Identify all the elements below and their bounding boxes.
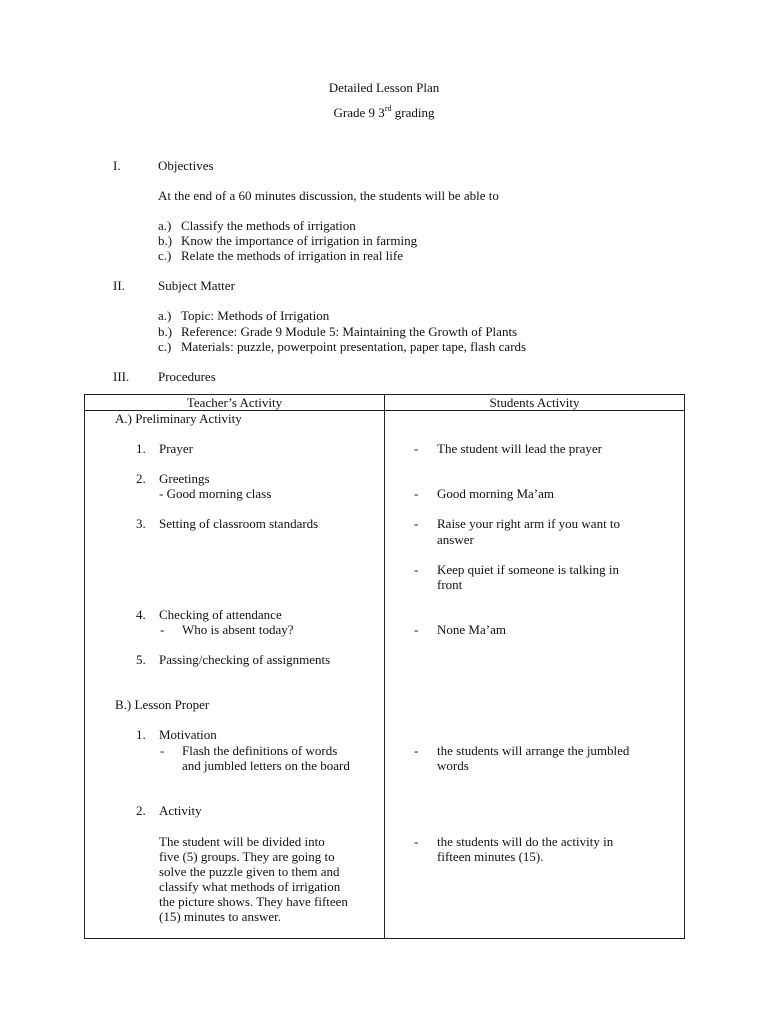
preliminary-activity-heading: A.) Preliminary Activity (115, 411, 242, 426)
student-response: Good morning Ma’am (437, 486, 554, 501)
activity-description-line: five (5) groups. They are going to (159, 849, 335, 864)
page-title: Detailed Lesson Plan (328, 80, 440, 95)
grade-line (0, 105, 768, 120)
bullet-dash: - (414, 834, 419, 849)
student-response: None Ma’am (437, 622, 506, 637)
teacher-step-number: 4. (136, 607, 146, 622)
grade-suffix: grading (391, 105, 435, 120)
student-response: Keep quiet if someone is talking in (437, 562, 619, 577)
activity-description-line: The student will be divided into (159, 834, 325, 849)
teacher-step: Prayer (159, 441, 193, 456)
teacher-step: Greetings (159, 471, 210, 486)
teacher-step-number: 5. (136, 652, 146, 667)
bullet-dash: - (414, 441, 419, 456)
table-column-divider (384, 395, 385, 938)
student-response: words (437, 758, 469, 773)
section-3-number: III. (113, 369, 130, 384)
teacher-substep: Who is absent today? (182, 622, 294, 637)
teacher-step-number: 3. (136, 516, 146, 531)
student-response: answer (437, 532, 474, 547)
teacher-step: Passing/checking of assignments (159, 652, 331, 667)
bullet-dash: - (160, 743, 165, 758)
subject-letter: b.) (158, 324, 173, 339)
procedures-table (84, 394, 685, 939)
teacher-step: Motivation (159, 727, 217, 742)
activity-description-line: (15) minutes to answer. (159, 909, 282, 924)
objective-item: Know the importance of irrigation in farming (181, 233, 418, 248)
objective-item: Relate the methods of irrigation in real life (181, 248, 404, 263)
objective-letter: a.) (158, 218, 172, 233)
bullet-dash: - (414, 622, 419, 637)
objectives-intro: At the end of a 60 minutes discussion, the students will be able to (158, 188, 499, 203)
activity-description-line: the picture shows. They have fifteen (159, 894, 348, 909)
teacher-step-number: 2. (136, 803, 146, 818)
student-response: the students will do the activity in (437, 834, 614, 849)
subject-letter: a.) (158, 308, 172, 323)
teacher-substep: - Good morning class (159, 486, 272, 501)
activity-description-line: solve the puzzle given to them and (159, 864, 340, 879)
section-3-title: Procedures (158, 369, 216, 384)
section-1-title: Objectives (158, 158, 214, 173)
bullet-dash: - (414, 486, 419, 501)
teacher-step-number: 1. (136, 441, 146, 456)
bullet-dash: - (414, 562, 419, 577)
bullet-dash: - (414, 516, 419, 531)
teacher-substep: Flash the definitions of words (182, 743, 338, 758)
activity-description-line: classify what methods of irrigation (159, 879, 341, 894)
objective-item: Classify the methods of irrigation (181, 218, 356, 233)
objective-letter: b.) (158, 233, 173, 248)
student-response: front (437, 577, 463, 592)
section-2-title: Subject Matter (158, 278, 235, 293)
section-1-number: I. (113, 158, 121, 173)
subject-item: Reference: Grade 9 Module 5: Maintaining the Growth of Plants (181, 324, 518, 339)
subject-letter: c.) (158, 339, 172, 354)
teacher-step: Setting of classroom standards (159, 516, 319, 531)
teacher-substep: and jumbled letters on the board (182, 758, 350, 773)
grade-text: Grade 9 3 (333, 105, 385, 120)
teacher-step: Activity (159, 803, 202, 818)
bullet-dash: - (160, 622, 165, 637)
student-response: Raise your right arm if you want to (437, 516, 621, 531)
student-response: The student will lead the prayer (437, 441, 602, 456)
section-2-number: II. (113, 278, 125, 293)
subject-item: Topic: Methods of Irrigation (181, 308, 330, 323)
grade-superscript: rd (384, 104, 392, 113)
teacher-step: Checking of attendance (159, 607, 282, 622)
student-response: fifteen minutes (15). (437, 849, 544, 864)
objective-letter: c.) (158, 248, 172, 263)
header-teacher-activity: Teacher’s Activity (186, 395, 283, 410)
subject-item: Materials: puzzle, powerpoint presentation, paper tape, flash cards (181, 339, 527, 354)
lesson-proper-heading: B.) Lesson Proper (115, 697, 210, 712)
teacher-step-number: 2. (136, 471, 146, 486)
header-students-activity: Students Activity (489, 395, 580, 410)
teacher-step-number: 1. (136, 727, 146, 742)
student-response: the students will arrange the jumbled (437, 743, 630, 758)
bullet-dash: - (414, 743, 419, 758)
